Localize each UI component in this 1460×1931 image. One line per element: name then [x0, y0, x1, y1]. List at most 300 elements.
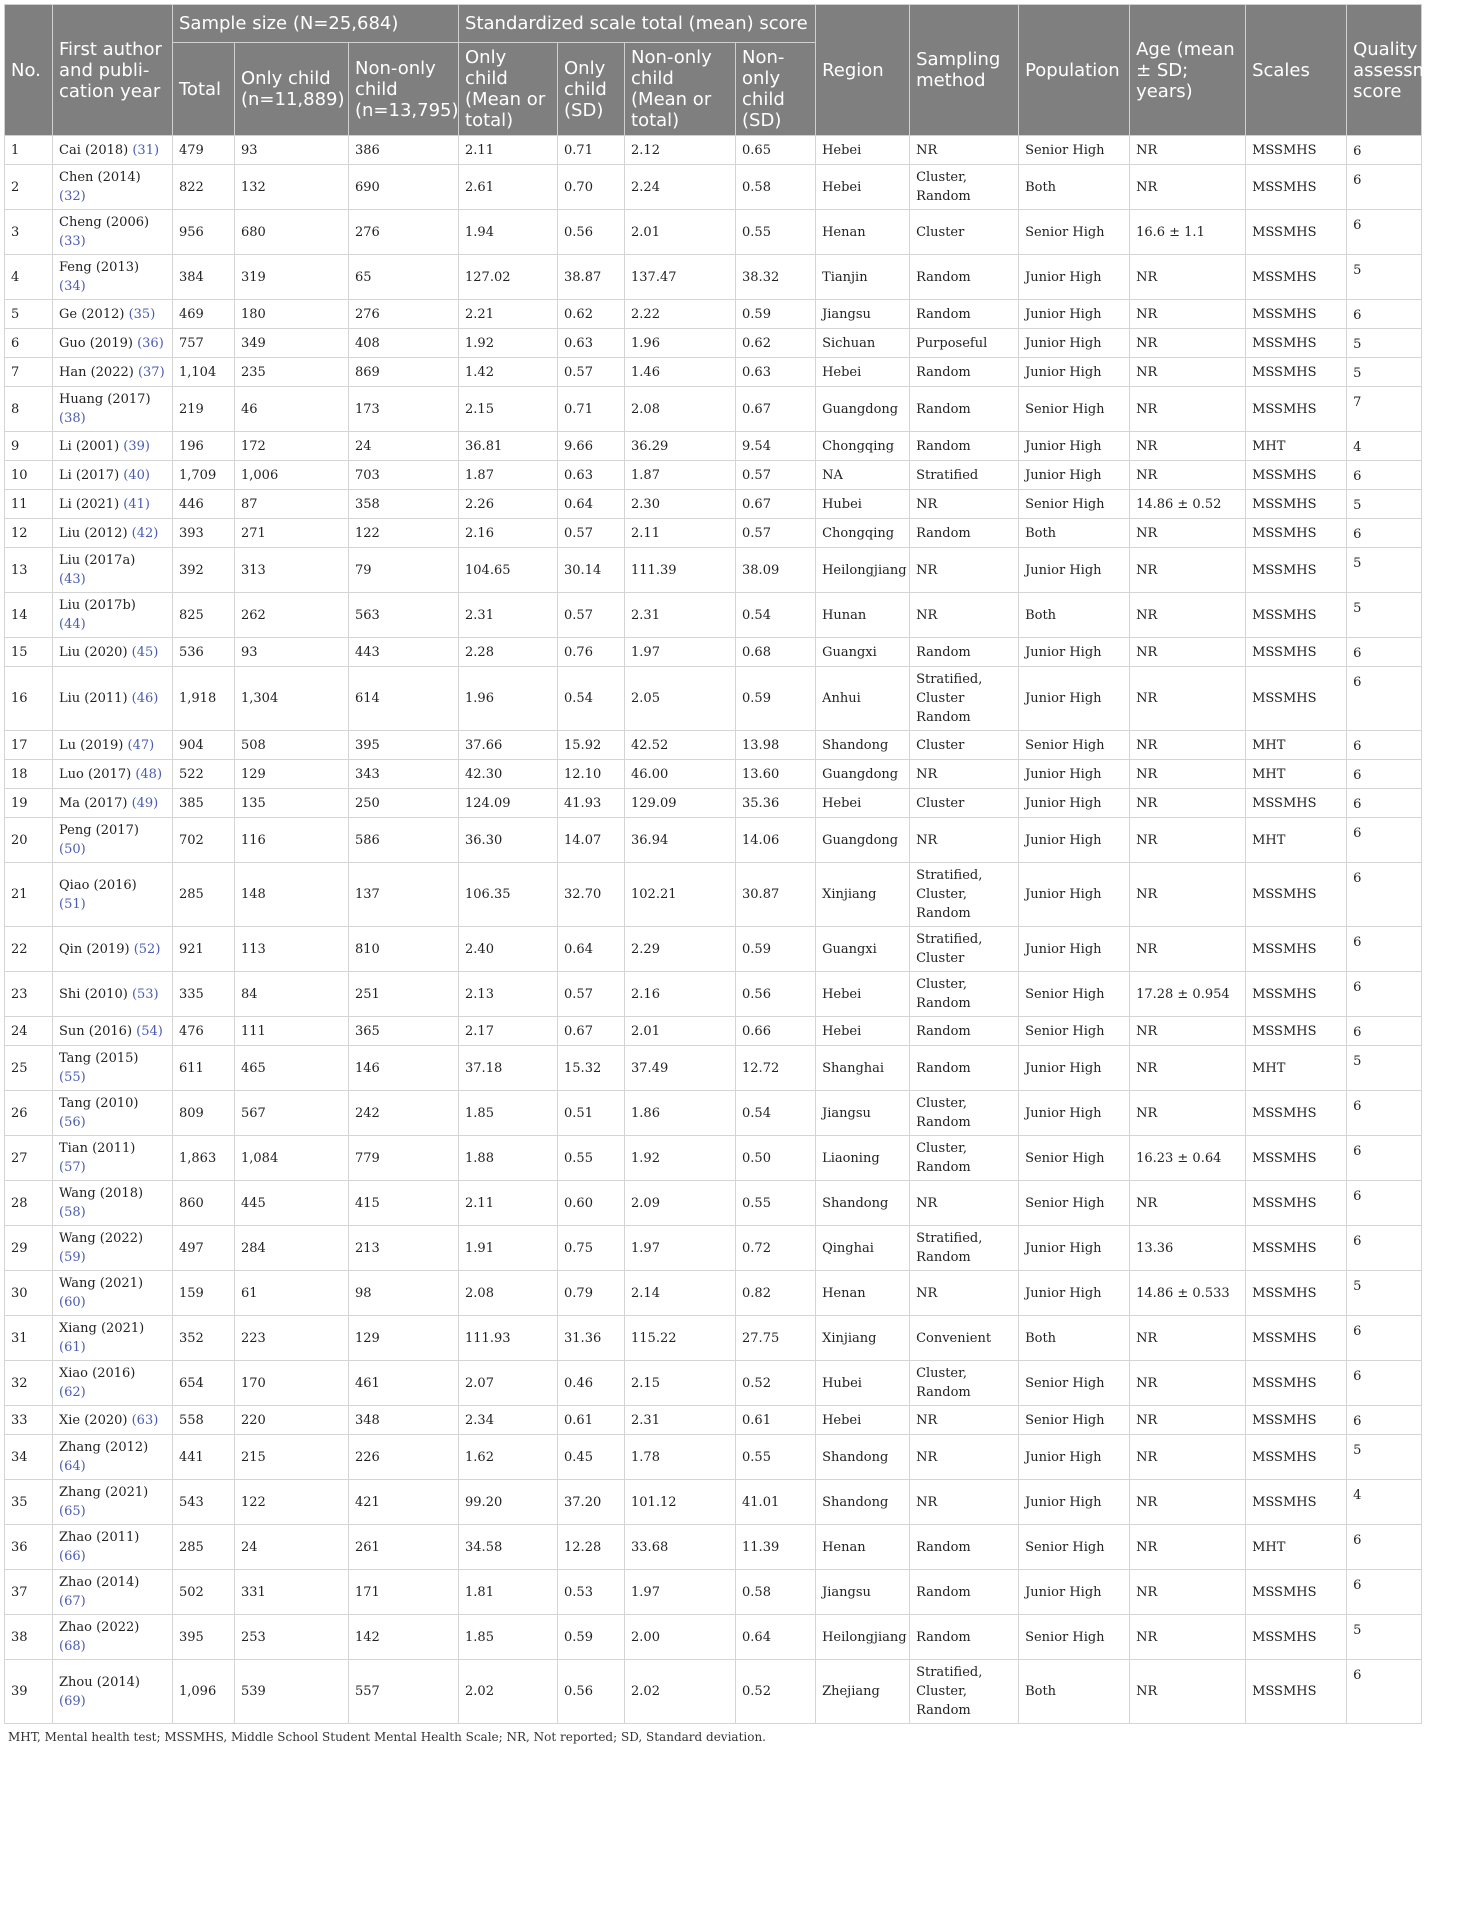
- cell-age: NR: [1130, 1091, 1246, 1136]
- cell-noc-mean: 2.11: [625, 519, 736, 548]
- cell-only-child: 349: [235, 329, 349, 358]
- author-name: Zhang (2021): [59, 1485, 149, 1500]
- cell-population: Senior High: [1019, 490, 1130, 519]
- author-name: Peng (2017): [59, 823, 139, 838]
- cell-total: 822: [173, 165, 235, 210]
- cell-age: NR: [1130, 593, 1246, 638]
- cell-no: 21: [5, 863, 53, 927]
- cell-scales: MSSMHS: [1246, 863, 1347, 927]
- cell-noc-mean: 2.24: [625, 165, 736, 210]
- cell-total: 352: [173, 1316, 235, 1361]
- cell-oc-sd: 12.28: [558, 1525, 625, 1570]
- cell-only-child: 1,084: [235, 1136, 349, 1181]
- cell-non-only-child: 421: [349, 1480, 459, 1525]
- cell-noc-sd: 0.57: [736, 519, 816, 548]
- cell-sampling: NR: [910, 490, 1019, 519]
- citation-link[interactable]: (49): [131, 795, 159, 811]
- cell-no: 15: [5, 638, 53, 667]
- cell-sampling: Cluster, Random: [910, 1091, 1019, 1136]
- cell-noc-sd: 0.61: [736, 1406, 816, 1435]
- table-row: [5, 863, 1460, 927]
- cell-population: Senior High: [1019, 1361, 1130, 1406]
- cell-noc-sd: 0.54: [736, 1091, 816, 1136]
- cell-region: Shanghai: [816, 1046, 910, 1091]
- cell-no: 28: [5, 1181, 53, 1226]
- citation-link[interactable]: (56): [59, 1115, 86, 1130]
- cell-scales: MSSMHS: [1246, 358, 1347, 387]
- cell-non-only-child: 408: [349, 329, 459, 358]
- cell-age: NR: [1130, 461, 1246, 490]
- cell-oc-sd: 0.64: [558, 490, 625, 519]
- citation-link[interactable]: (66): [59, 1549, 86, 1564]
- cell-author: [53, 461, 173, 490]
- cell-total: 219: [173, 387, 235, 432]
- cell-author: [53, 1316, 173, 1361]
- cell-author: [53, 1480, 173, 1525]
- cell-no: 16: [5, 667, 53, 731]
- cell-region: Chongqing: [816, 432, 910, 461]
- cell-noc-sd: 14.06: [736, 818, 816, 863]
- table-row: [5, 1406, 1460, 1435]
- cell-sampling: NR: [910, 593, 1019, 638]
- citation-link[interactable]: (43): [59, 572, 86, 587]
- cell-population: Junior High: [1019, 1226, 1130, 1271]
- cell-sampling: NR: [910, 760, 1019, 789]
- cell-scales: MSSMHS: [1246, 136, 1347, 165]
- cell-author: [53, 1525, 173, 1570]
- cell-only-child: 319: [235, 255, 349, 300]
- cell-region: Heilongjiang: [816, 1615, 910, 1660]
- cell-oc-sd: 9.66: [558, 432, 625, 461]
- cell-region: Guangxi: [816, 638, 910, 667]
- table-row: [5, 1091, 1460, 1136]
- cell-non-only-child: 146: [349, 1046, 459, 1091]
- author-name: Shi (2010): [59, 986, 128, 1002]
- cell-only-child: 172: [235, 432, 349, 461]
- cell-noc-mean: 2.31: [625, 1406, 736, 1435]
- cell-quality: 6: [1347, 461, 1422, 490]
- cell-no: 32: [5, 1361, 53, 1406]
- citation-link[interactable]: (35): [128, 306, 156, 322]
- cell-only-child: 331: [235, 1570, 349, 1615]
- cell-oc-sd: 0.54: [558, 667, 625, 731]
- cell-sampling: Stratified, Random: [910, 1226, 1019, 1271]
- citation-link[interactable]: (46): [131, 691, 159, 706]
- table-row: [5, 165, 1460, 210]
- cell-region: Guangdong: [816, 818, 910, 863]
- cell-noc-mean: 129.09: [625, 789, 736, 818]
- citation-link[interactable]: (64): [59, 1459, 86, 1474]
- cell-oc-sd: 14.07: [558, 818, 625, 863]
- cell-no: 25: [5, 1046, 53, 1091]
- cell-only-child: 313: [235, 548, 349, 593]
- author-name: Luo (2017): [59, 766, 132, 782]
- cell-non-only-child: 358: [349, 490, 459, 519]
- table-row: [5, 1046, 1460, 1091]
- citation-link[interactable]: (61): [59, 1340, 86, 1355]
- cell-oc-sd: 0.70: [558, 165, 625, 210]
- author-name: Chen (2014): [59, 170, 141, 185]
- cell-oc-mean: 2.26: [459, 490, 558, 519]
- cell-quality: 6: [1347, 1570, 1422, 1615]
- cell-oc-sd: 0.60: [558, 1181, 625, 1226]
- cell-region: Xinjiang: [816, 863, 910, 927]
- cell-scales: MSSMHS: [1246, 1017, 1347, 1046]
- author-name: Liu (2017a): [59, 553, 136, 568]
- cell-no: 33: [5, 1406, 53, 1435]
- cell-author: [53, 1271, 173, 1316]
- cell-oc-sd: 0.76: [558, 638, 625, 667]
- citation-link[interactable]: (68): [59, 1639, 86, 1654]
- cell-region: Hunan: [816, 593, 910, 638]
- cell-age: 13.36: [1130, 1226, 1246, 1271]
- cell-noc-mean: 2.29: [625, 927, 736, 972]
- cell-non-only-child: 24: [349, 432, 459, 461]
- cell-non-only-child: 171: [349, 1570, 459, 1615]
- citation-link[interactable]: (36): [137, 335, 164, 351]
- author-name: Qin (2019): [59, 941, 130, 957]
- cell-scales: MSSMHS: [1246, 1615, 1347, 1660]
- cell-sampling: Random: [910, 638, 1019, 667]
- citation-link[interactable]: (31): [132, 142, 160, 158]
- citation-link[interactable]: (53): [131, 986, 159, 1002]
- citation-link[interactable]: (34): [59, 279, 86, 294]
- cell-only-child: 445: [235, 1181, 349, 1226]
- cell-oc-mean: 1.96: [459, 667, 558, 731]
- cell-age: NR: [1130, 1181, 1246, 1226]
- cell-scales: MSSMHS: [1246, 1660, 1347, 1724]
- citation-link[interactable]: (63): [131, 1412, 159, 1428]
- cell-oc-sd: 0.56: [558, 1660, 625, 1724]
- cell-non-only-child: 142: [349, 1615, 459, 1660]
- citation-link[interactable]: (57): [59, 1160, 86, 1175]
- cell-non-only-child: 251: [349, 972, 459, 1017]
- cell-oc-sd: 41.93: [558, 789, 625, 818]
- cell-no: 29: [5, 1226, 53, 1271]
- citation-link[interactable]: (38): [59, 411, 86, 426]
- cell-quality: 6: [1347, 1406, 1422, 1435]
- cell-author: [53, 789, 173, 818]
- cell-oc-sd: 0.63: [558, 461, 625, 490]
- cell-region: Hebei: [816, 1406, 910, 1435]
- cell-noc-mean: 1.97: [625, 1570, 736, 1615]
- cell-only-child: 84: [235, 972, 349, 1017]
- cell-noc-sd: 0.55: [736, 1181, 816, 1226]
- cell-only-child: 93: [235, 136, 349, 165]
- cell-sampling: NR: [910, 1181, 1019, 1226]
- cell-scales: MSSMHS: [1246, 329, 1347, 358]
- cell-noc-sd: 11.39: [736, 1525, 816, 1570]
- cell-quality: 6: [1347, 1361, 1422, 1406]
- cell-sampling: NR: [910, 1480, 1019, 1525]
- cell-sampling: Random: [910, 300, 1019, 329]
- cell-noc-sd: 38.32: [736, 255, 816, 300]
- cell-age: NR: [1130, 731, 1246, 760]
- cell-non-only-child: 365: [349, 1017, 459, 1046]
- cell-noc-mean: 36.29: [625, 432, 736, 461]
- cell-population: Junior High: [1019, 548, 1130, 593]
- citation-link[interactable]: (45): [131, 644, 159, 660]
- author-name: Li (2017): [59, 467, 120, 483]
- cell-noc-mean: 1.86: [625, 1091, 736, 1136]
- cell-oc-mean: 99.20: [459, 1480, 558, 1525]
- cell-scales: MSSMHS: [1246, 548, 1347, 593]
- citation-link[interactable]: (67): [59, 1594, 86, 1609]
- cell-region: Qinghai: [816, 1226, 910, 1271]
- cell-non-only-child: 461: [349, 1361, 459, 1406]
- cell-author: [53, 1091, 173, 1136]
- cell-noc-sd: 0.66: [736, 1017, 816, 1046]
- cell-only-child: 180: [235, 300, 349, 329]
- cell-only-child: 235: [235, 358, 349, 387]
- header-region: Region: [816, 5, 910, 136]
- cell-scales: MHT: [1246, 1525, 1347, 1570]
- cell-author: [53, 1361, 173, 1406]
- cell-oc-sd: 0.56: [558, 210, 625, 255]
- citation-link[interactable]: (52): [133, 941, 161, 957]
- cell-sampling: Cluster, Random: [910, 972, 1019, 1017]
- citation-link[interactable]: (59): [59, 1250, 86, 1265]
- cell-quality: 6: [1347, 1017, 1422, 1046]
- cell-population: Junior High: [1019, 667, 1130, 731]
- cell-quality: 6: [1347, 863, 1422, 927]
- cell-scales: MSSMHS: [1246, 1406, 1347, 1435]
- cell-non-only-child: 276: [349, 210, 459, 255]
- cell-population: Senior High: [1019, 136, 1130, 165]
- cell-noc-sd: 0.59: [736, 300, 816, 329]
- cell-region: Xinjiang: [816, 1316, 910, 1361]
- citation-link[interactable]: (58): [59, 1205, 86, 1220]
- cell-oc-mean: 2.61: [459, 165, 558, 210]
- table-row: [5, 667, 1460, 731]
- cell-total: 1,096: [173, 1660, 235, 1724]
- cell-non-only-child: 79: [349, 548, 459, 593]
- cell-oc-sd: 0.62: [558, 300, 625, 329]
- cell-quality: 6: [1347, 519, 1422, 548]
- cell-noc-mean: 137.47: [625, 255, 736, 300]
- cell-sampling: Random: [910, 1017, 1019, 1046]
- cell-noc-sd: 0.54: [736, 593, 816, 638]
- citation-link[interactable]: (55): [59, 1070, 86, 1085]
- table-footnote: MHT, Mental health test; MSSMHS, Middle School Student Mental Health Scale; NR, Not reported; SD, Standard deviation.: [8, 1730, 766, 1744]
- cell-sampling: NR: [910, 1271, 1019, 1316]
- cell-age: NR: [1130, 329, 1246, 358]
- header-score: Standardized scale total (mean) score: [459, 5, 816, 43]
- cell-author: [53, 358, 173, 387]
- cell-author: [53, 863, 173, 927]
- table-row: [5, 432, 1460, 461]
- cell-author: [53, 548, 173, 593]
- cell-quality: 5: [1347, 1271, 1422, 1316]
- cell-total: 395: [173, 1615, 235, 1660]
- cell-quality: 5: [1347, 329, 1422, 358]
- cell-scales: MSSMHS: [1246, 972, 1347, 1017]
- author-name: Liu (2011): [59, 691, 128, 706]
- cell-noc-sd: 0.59: [736, 667, 816, 731]
- cell-oc-sd: 31.36: [558, 1316, 625, 1361]
- cell-author: [53, 1226, 173, 1271]
- cell-no: 7: [5, 358, 53, 387]
- citation-link[interactable]: (48): [135, 766, 163, 782]
- cell-noc-sd: 0.56: [736, 972, 816, 1017]
- cell-total: 392: [173, 548, 235, 593]
- cell-only-child: 215: [235, 1435, 349, 1480]
- citation-link[interactable]: (39): [123, 438, 150, 454]
- cell-population: Junior High: [1019, 863, 1130, 927]
- cell-quality: 6: [1347, 165, 1422, 210]
- cell-noc-sd: 0.64: [736, 1615, 816, 1660]
- table-row: [5, 1660, 1460, 1724]
- cell-no: 4: [5, 255, 53, 300]
- cell-oc-sd: 0.61: [558, 1406, 625, 1435]
- header-author: First author and publi-cation year: [53, 5, 173, 136]
- cell-no: 1: [5, 136, 53, 165]
- cell-noc-sd: 0.62: [736, 329, 816, 358]
- cell-no: 34: [5, 1435, 53, 1480]
- cell-quality: 5: [1347, 593, 1422, 638]
- cell-only-child: 87: [235, 490, 349, 519]
- cell-quality: 6: [1347, 760, 1422, 789]
- cell-no: 31: [5, 1316, 53, 1361]
- cell-sampling: Random: [910, 358, 1019, 387]
- citation-link[interactable]: (51): [59, 896, 86, 912]
- cell-region: Hebei: [816, 358, 910, 387]
- cell-sampling: Random: [910, 1570, 1019, 1615]
- cell-quality: 6: [1347, 300, 1422, 329]
- cell-oc-mean: 2.28: [459, 638, 558, 667]
- author-name: Liu (2020): [59, 644, 128, 660]
- cell-non-only-child: 276: [349, 300, 459, 329]
- table-row: [5, 1181, 1460, 1226]
- author-name: Tang (2010): [59, 1096, 139, 1111]
- table-body: [5, 136, 1460, 1724]
- cell-only-child: 223: [235, 1316, 349, 1361]
- citation-link[interactable]: (42): [131, 525, 159, 541]
- cell-noc-mean: 2.30: [625, 490, 736, 519]
- cell-noc-mean: 111.39: [625, 548, 736, 593]
- cell-only-child: 567: [235, 1091, 349, 1136]
- cell-noc-sd: 0.82: [736, 1271, 816, 1316]
- citation-link[interactable]: (47): [127, 737, 155, 753]
- table-row: [5, 638, 1460, 667]
- cell-oc-mean: 1.85: [459, 1091, 558, 1136]
- cell-no: 6: [5, 329, 53, 358]
- header-sample-size: Sample size (N=25,684): [173, 5, 459, 43]
- cell-author: [53, 1046, 173, 1091]
- cell-sampling: Stratified: [910, 461, 1019, 490]
- cell-non-only-child: 869: [349, 358, 459, 387]
- cell-age: NR: [1130, 638, 1246, 667]
- citation-link[interactable]: (60): [59, 1295, 86, 1310]
- cell-age: 16.23 ± 0.64: [1130, 1136, 1246, 1181]
- cell-scales: MSSMHS: [1246, 165, 1347, 210]
- citation-link[interactable]: (65): [59, 1504, 86, 1519]
- cell-noc-mean: 33.68: [625, 1525, 736, 1570]
- cell-noc-mean: 2.01: [625, 210, 736, 255]
- cell-population: Senior High: [1019, 1136, 1130, 1181]
- cell-oc-mean: 2.11: [459, 1181, 558, 1226]
- cell-noc-sd: 38.09: [736, 548, 816, 593]
- author-name: Guo (2019): [59, 335, 133, 351]
- citation-link[interactable]: (62): [59, 1385, 86, 1400]
- cell-sampling: Cluster, Random: [910, 165, 1019, 210]
- cell-non-only-child: 226: [349, 1435, 459, 1480]
- cell-region: NA: [816, 461, 910, 490]
- citation-link[interactable]: (41): [123, 496, 150, 512]
- cell-region: Hebei: [816, 789, 910, 818]
- author-name: Cheng (2006): [59, 215, 150, 230]
- author-name: Li (2021): [59, 496, 120, 512]
- cell-region: Anhui: [816, 667, 910, 731]
- cell-age: NR: [1130, 255, 1246, 300]
- cell-oc-mean: 104.65: [459, 548, 558, 593]
- cell-sampling: Convenient: [910, 1316, 1019, 1361]
- cell-age: NR: [1130, 1406, 1246, 1435]
- cell-region: Sichuan: [816, 329, 910, 358]
- cell-only-child: 680: [235, 210, 349, 255]
- cell-author: [53, 1017, 173, 1046]
- citation-link[interactable]: (32): [59, 189, 86, 204]
- cell-population: Junior High: [1019, 1271, 1130, 1316]
- cell-oc-mean: 1.81: [459, 1570, 558, 1615]
- citation-link[interactable]: (40): [123, 467, 150, 483]
- author-name: Sun (2016): [59, 1023, 133, 1039]
- cell-noc-mean: 37.49: [625, 1046, 736, 1091]
- cell-noc-mean: 1.96: [625, 329, 736, 358]
- cell-noc-sd: 0.58: [736, 165, 816, 210]
- cell-noc-mean: 2.05: [625, 667, 736, 731]
- citation-link[interactable]: (50): [59, 842, 86, 857]
- cell-no: 10: [5, 461, 53, 490]
- cell-non-only-child: 614: [349, 667, 459, 731]
- cell-author: [53, 731, 173, 760]
- table-row: [5, 972, 1460, 1017]
- cell-quality: 7: [1347, 387, 1422, 432]
- header-non-only-child: Non-only child (n=13,795): [349, 43, 459, 136]
- cell-noc-mean: 2.16: [625, 972, 736, 1017]
- cell-noc-mean: 2.01: [625, 1017, 736, 1046]
- cell-population: Both: [1019, 519, 1130, 548]
- cell-age: NR: [1130, 300, 1246, 329]
- table-row: [5, 255, 1460, 300]
- cell-noc-sd: 0.65: [736, 136, 816, 165]
- cell-total: 904: [173, 731, 235, 760]
- cell-population: Both: [1019, 593, 1130, 638]
- cell-population: Both: [1019, 165, 1130, 210]
- citation-link[interactable]: (69): [59, 1693, 86, 1709]
- cell-non-only-child: 386: [349, 136, 459, 165]
- cell-scales: MSSMHS: [1246, 519, 1347, 548]
- author-name: Feng (2013): [59, 260, 140, 275]
- cell-sampling: Random: [910, 1046, 1019, 1091]
- cell-author: [53, 1615, 173, 1660]
- cell-noc-mean: 2.22: [625, 300, 736, 329]
- cell-non-only-child: 65: [349, 255, 459, 300]
- cell-non-only-child: 810: [349, 927, 459, 972]
- citation-link[interactable]: (33): [59, 234, 86, 249]
- cell-total: 335: [173, 972, 235, 1017]
- cell-author: [53, 165, 173, 210]
- citation-link[interactable]: (37): [137, 364, 165, 380]
- citation-link[interactable]: (54): [136, 1023, 163, 1039]
- table-header: [5, 5, 1460, 136]
- cell-author: [53, 519, 173, 548]
- author-name: Han (2022): [59, 364, 134, 380]
- citation-link[interactable]: (44): [59, 617, 86, 632]
- author-name: Ma (2017): [59, 795, 128, 811]
- cell-region: Shandong: [816, 1181, 910, 1226]
- cell-non-only-child: 586: [349, 818, 459, 863]
